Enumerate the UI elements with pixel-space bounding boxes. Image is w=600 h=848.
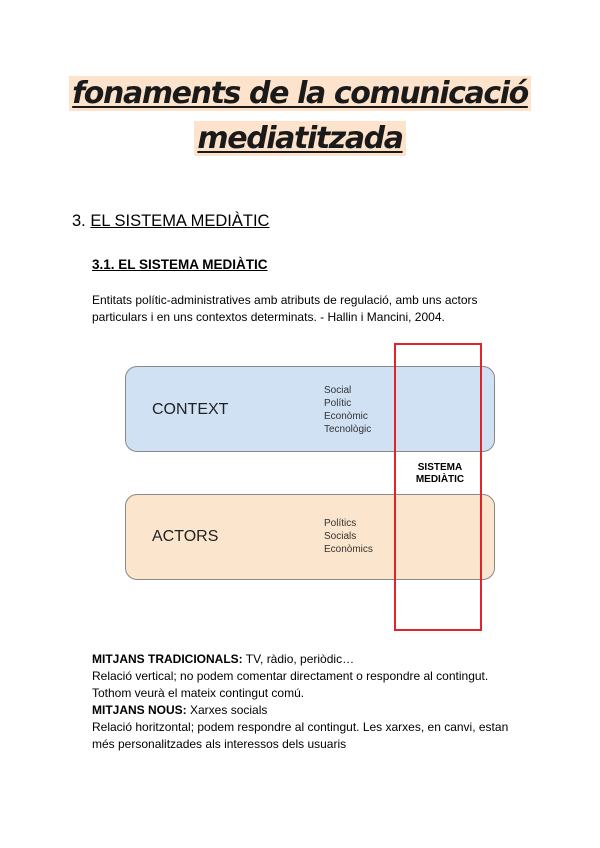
actors-item: Polítics (324, 518, 357, 529)
context-item: Polític (324, 398, 352, 409)
intro-paragraph (92, 292, 512, 326)
traditional-desc-2: Tothom veurà el mateix contingut comú. (92, 686, 305, 700)
context-item: Econòmic (324, 411, 368, 422)
traditional-value: TV, ràdio, periòdic… (242, 652, 355, 666)
actors-items (324, 517, 373, 556)
actors-item: Econòmics (324, 544, 373, 555)
actors-item: Socials (324, 531, 357, 542)
context-item: Social (324, 385, 352, 396)
title-text-1: fonaments de la comunicació (69, 76, 531, 111)
new-media-desc-2: més personalitzades als interessos dels usuaris (92, 737, 347, 751)
media-system-line-2: MEDIÀTIC (415, 474, 465, 485)
intro-line-2: particulars i en uns contextos determinats. - Hallin i Mancini, 2004. (92, 310, 445, 324)
title-text-2: mediatitzada (194, 121, 405, 156)
new-media-value: Xarxes socials (186, 703, 268, 717)
media-system-label (400, 462, 480, 486)
traditional-heading: MITJANS TRADICIONALS: (92, 652, 243, 666)
subsection-heading: 3.1. EL SISTEMA MEDIÀTIC (92, 257, 268, 272)
traditional-desc-1: Relació vertical; no podem comentar directament o respondre al contingut. (92, 669, 489, 683)
document-title-line-2 (0, 121, 600, 156)
media-system-frame (394, 343, 482, 631)
context-label: CONTEXT (152, 401, 229, 418)
context-items (324, 384, 371, 436)
media-system-line-1: SISTEMA (417, 462, 463, 473)
intro-line-1: Entitats polític-administratives amb atributs de regulació, amb uns actors (92, 293, 478, 307)
new-media-heading: MITJANS NOUS: (92, 703, 187, 717)
traditional-media-line (92, 651, 512, 668)
context-item: Tecnològic (324, 424, 372, 435)
document-title-line-1 (0, 76, 600, 111)
section-heading (72, 212, 269, 231)
section-title: EL SISTEMA MEDIÀTIC (90, 212, 270, 230)
section-number: 3. (72, 212, 86, 230)
new-media-desc-1: Relació horitzontal; podem respondre al contingut. Les xarxes, en canvi, estan (92, 720, 509, 734)
actors-label: ACTORS (152, 528, 219, 545)
media-types-text (92, 651, 512, 753)
new-media-line (92, 702, 512, 719)
